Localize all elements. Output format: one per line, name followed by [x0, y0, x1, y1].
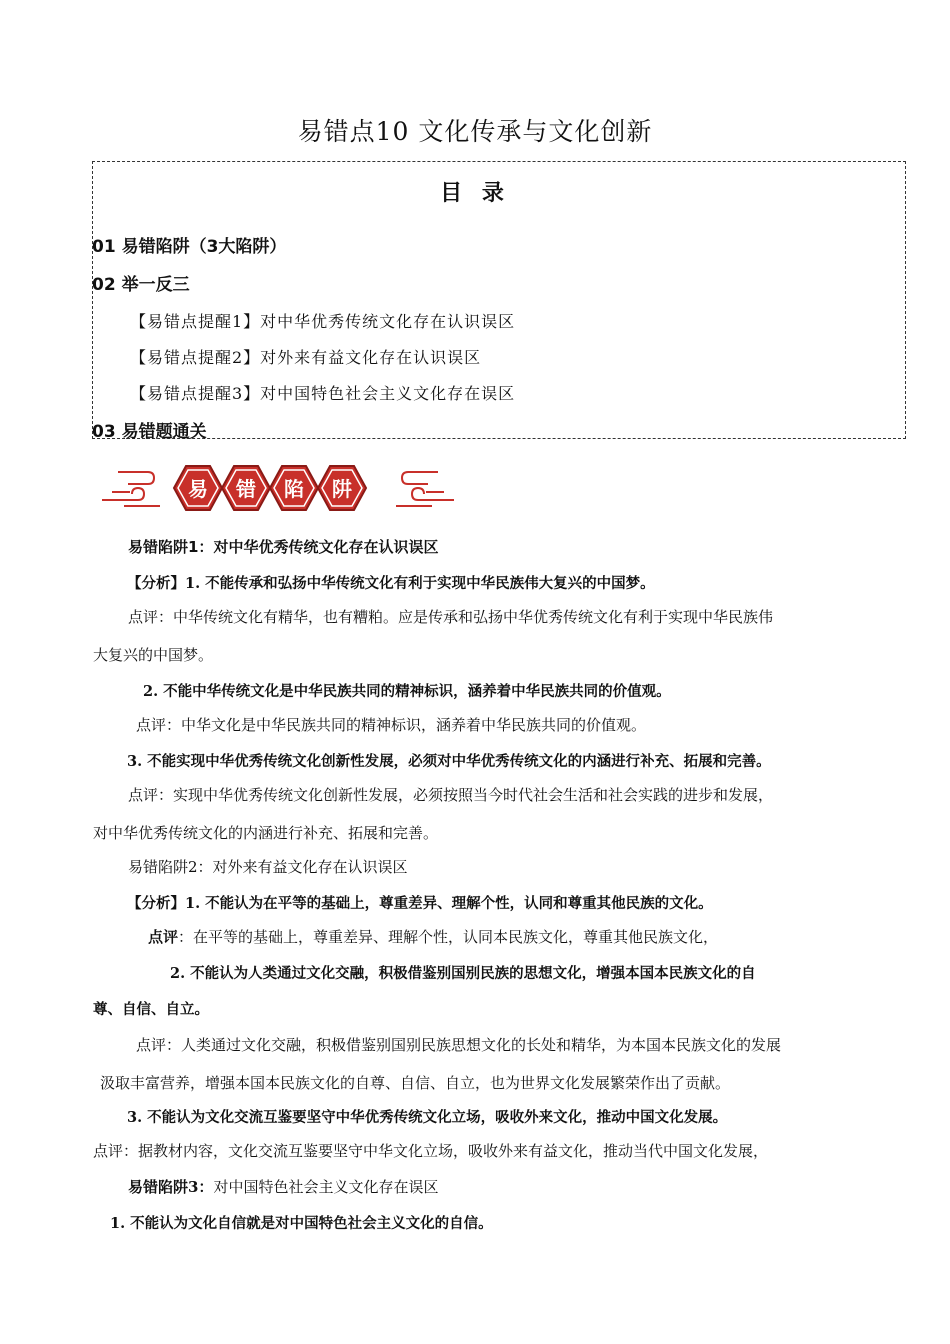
trap-1-analysis: 【分析】1. 不能传承和弘扬中华传统文化有利于实现中华民族伟大复兴的中国梦。 [127, 575, 655, 592]
toc-item-1[interactable]: 【易错点提醒1】对中华优秀传统文化存在认识误区 [130, 312, 516, 331]
trap-2-point-3: 3. 不能认为文化交流互鉴要坚守中华优秀传统文化立场，吸收外来文化，推动中国文化发展。 [127, 1109, 728, 1126]
banner-right-ornament [396, 472, 454, 506]
trap-1-comment-1-line-2: 大复兴的中国梦。 [93, 646, 214, 664]
banner-char-2: 错 [236, 477, 256, 501]
banner-left-ornament [102, 472, 160, 506]
document-title: 易错点10 文化传承与文化创新 [297, 117, 653, 146]
trap-1-point-3: 3. 不能实现中华优秀传统文化创新性发展，必须对中华优秀传统文化的内涵进行补充、拓展和完善。 [127, 753, 771, 770]
toc-item-2[interactable]: 【易错点提醒2】对外来有益文化存在认识误区 [130, 348, 482, 367]
trap-3-point-1: 1. 不能认为文化自信就是对中国特色社会主义文化的自信。 [110, 1215, 493, 1232]
trap-1-heading: 易错陷阱1：对中华优秀传统文化存在认识误区 [128, 538, 439, 556]
trap-2-comment-2-line-2: 汲取丰富营养，增强本国本民族文化的自尊、自信、自立，也为世界文化发展繁荣作出了贡献。 [100, 1074, 731, 1092]
banner-char-4: 阱 [332, 477, 352, 501]
trap-3-label: 易错陷阱3： [128, 1178, 214, 1196]
trap-2-heading: 易错陷阱2：对外来有益文化存在认识误区 [128, 858, 408, 876]
trap-2-comment-1-label: 点评 [148, 928, 179, 946]
toc-section-1[interactable]: 01 易错陷阱（3大陷阱） [92, 237, 287, 257]
banner-char-1: 易 [188, 477, 208, 501]
trap-2-comment-1 [148, 926, 718, 947]
trap-1-comment-2: 点评：中华文化是中华民族共同的精神标识，涵养着中华民族共同的价值观。 [136, 716, 647, 734]
trap-3-title: 对中国特色社会主义文化存在误区 [213, 1178, 439, 1196]
toc-item-3[interactable]: 【易错点提醒3】对中国特色社会主义文化存在误区 [130, 384, 516, 403]
trap-1-comment-3-line-1: 点评：实现中华优秀传统文化创新性发展，必须按照当今时代社会生活和社会实践的进步和发展， [128, 786, 774, 804]
toc-heading: 目 录 [440, 181, 510, 206]
trap-2-point-2-line-2: 尊、自信、自立。 [93, 1001, 209, 1018]
toc-section-3[interactable]: 03 易错题通关 [92, 422, 207, 442]
section-banner [98, 458, 458, 518]
trap-3-heading [128, 1176, 438, 1197]
toc-section-2[interactable]: 02 举一反三 [92, 275, 190, 295]
trap-1-comment-3-line-2: 对中华优秀传统文化的内涵进行补充、拓展和完善。 [93, 824, 439, 842]
trap-1-point-2: 2. 不能中华传统文化是中华民族共同的精神标识，涵养着中华民族共同的价值观。 [143, 683, 671, 700]
trap-2-analysis: 【分析】1. 不能认为在平等的基础上，尊重差异、理解个性，认同和尊重其他民族的文化。 [127, 895, 713, 912]
trap-2-comment-1-text: ：在平等的基础上，尊重差异、理解个性，认同本民族文化，尊重其他民族文化， [178, 928, 719, 946]
banner-char-3: 陷 [284, 477, 304, 501]
trap-1-comment-1-line-1: 点评：中华传统文化有精华，也有糟粕。应是传承和弘扬中华优秀传统文化有利于实现中华民族伟 [128, 608, 774, 626]
trap-2-comment-3: 点评：据教材内容，文化交流互鉴要坚守中华文化立场，吸收外来有益文化，推动当代中国文化发展， [93, 1142, 769, 1160]
trap-2-comment-2-line-1: 点评：人类通过文化交融，积极借鉴别国别民族思想文化的长处和精华，为本国本民族文化的发展 [136, 1036, 782, 1054]
trap-2-point-2-line-1: 2. 不能认为人类通过文化交融，积极借鉴别国别民族的思想文化，增强本国本民族文化的自 [170, 965, 756, 982]
